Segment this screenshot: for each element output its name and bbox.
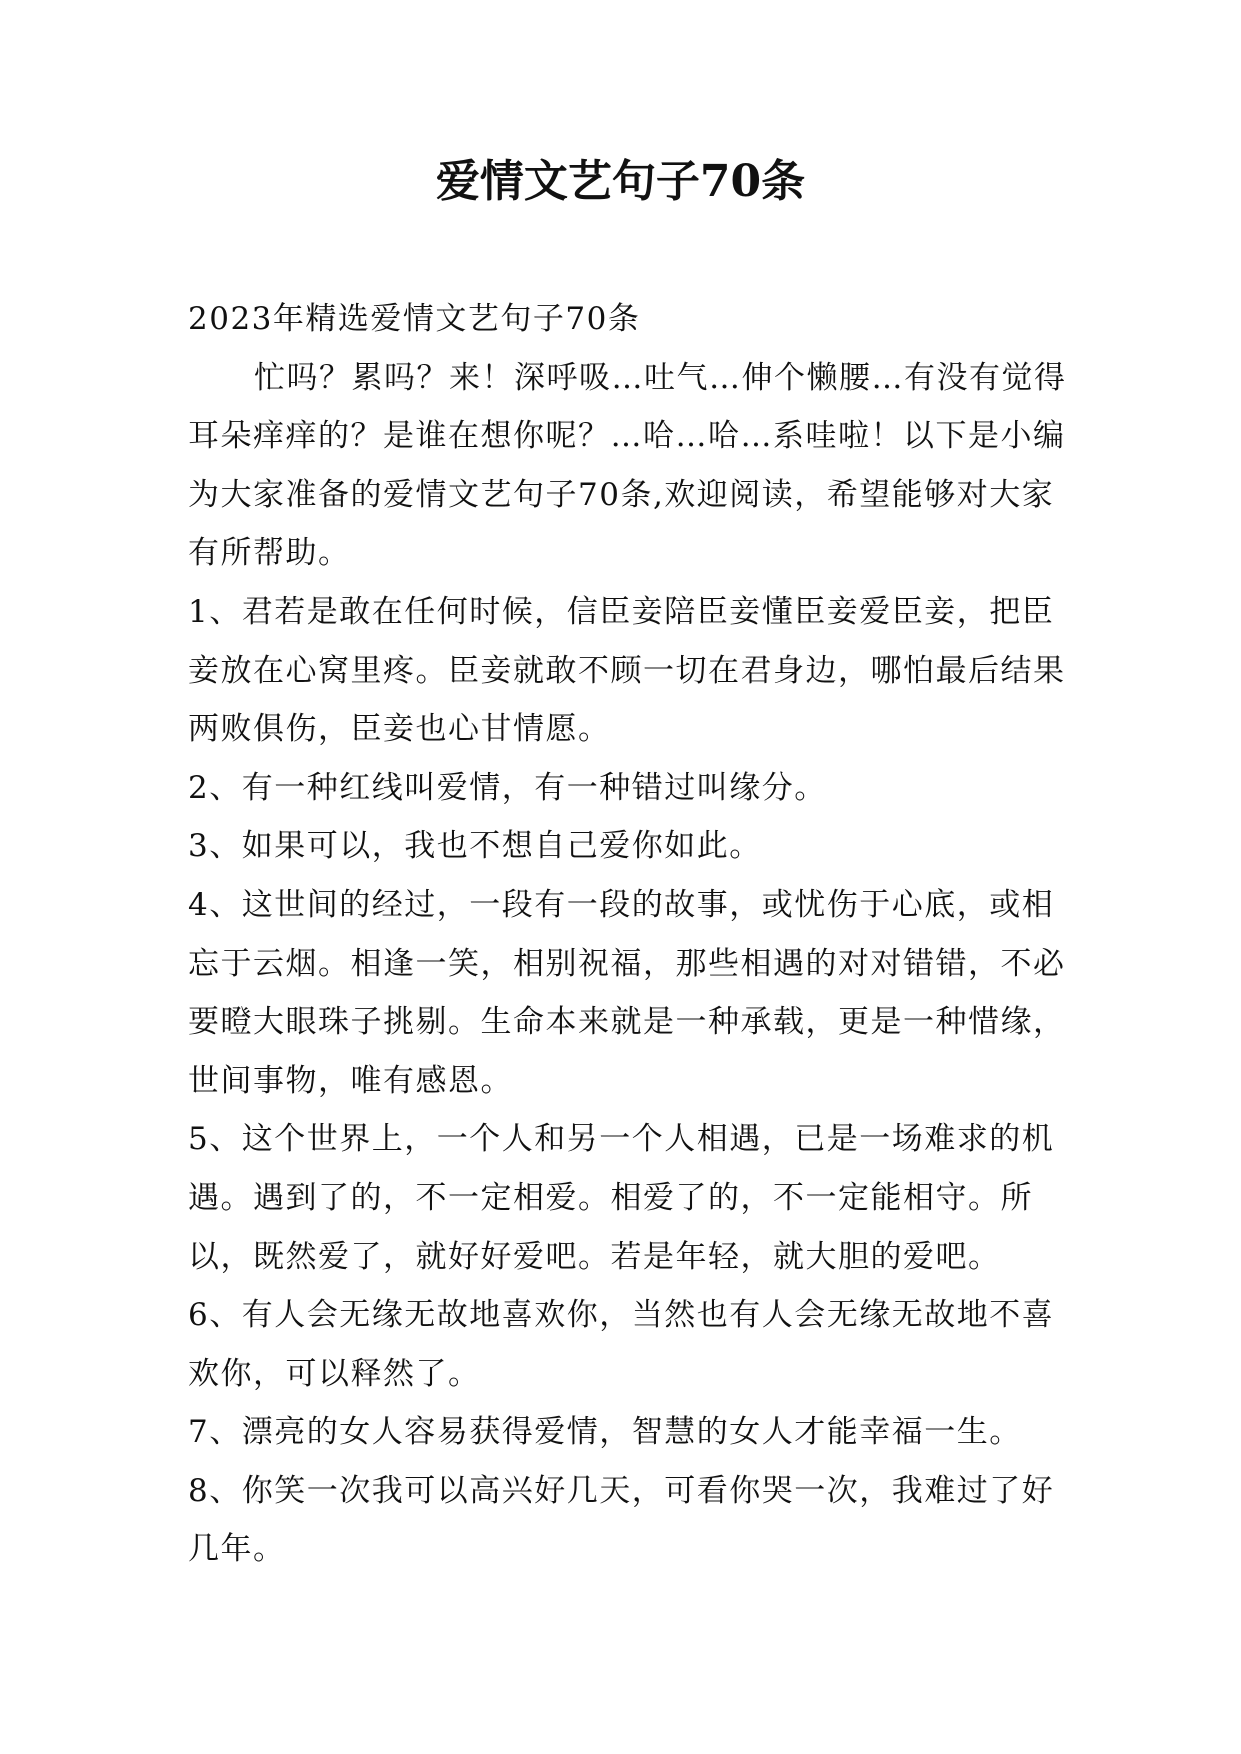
list-item: 5、这个世界上，一个人和另一个人相遇，已是一场难求的机遇。遇到了的，不一定相爱。相爱了的，不一定能相守。所以，既然爱了，就好好爱吧。若是年轻，就大胆的爱吧。 bbox=[188, 1121, 1055, 1275]
list-item: 2、有一种红线叫爱情，有一种错过叫缘分。 bbox=[188, 769, 827, 806]
list-item: 8、你笑一次我可以高兴好几天，可看你哭一次，我难过了好几年。 bbox=[188, 1472, 1055, 1568]
intro-paragraph: 忙吗？累吗？来！深呼吸…吐气…伸个懒腰…有没有觉得耳朵痒痒的？是谁在想你呢？…哈…哈…系哇啦！以下是小编为大家准备的爱情文艺句子70条,欢迎阅读，希望能够对大家有所帮助。 bbox=[188, 359, 1067, 572]
list-item: 4、这世间的经过，一段有一段的故事，或忧伤于心底，或相忘于云烟。相逢一笑，相别祝福，那些相遇的对对错错，不必要瞪大眼珠子挑剔。生命本来就是一种承载，更是一种惜缘，世间事物，唯有感恩。 bbox=[188, 886, 1066, 1099]
document-title: 爱情文艺句子70条 bbox=[435, 156, 806, 207]
list-item: 6、有人会无缘无故地喜欢你，当然也有人会无缘无故地不喜欢你，可以释然了。 bbox=[188, 1297, 1055, 1392]
document-body bbox=[188, 290, 1068, 1579]
list-item: 3、如果可以，我也不想自己爱你如此。 bbox=[188, 828, 762, 865]
list-item: 1、君若是敢在任何时候，信臣妾陪臣妾懂臣妾爱臣妾，把臣妾放在心窝里疼。臣妾就敢不顾一切在君身边，哪怕最后结果两败俱伤，臣妾也心甘情愿。 bbox=[188, 593, 1066, 748]
list-item: 7、漂亮的女人容易获得爱情，智慧的女人才能幸福一生。 bbox=[188, 1414, 1022, 1451]
document-subtitle: 2023年精选爱情文艺句子70条 bbox=[188, 301, 641, 337]
